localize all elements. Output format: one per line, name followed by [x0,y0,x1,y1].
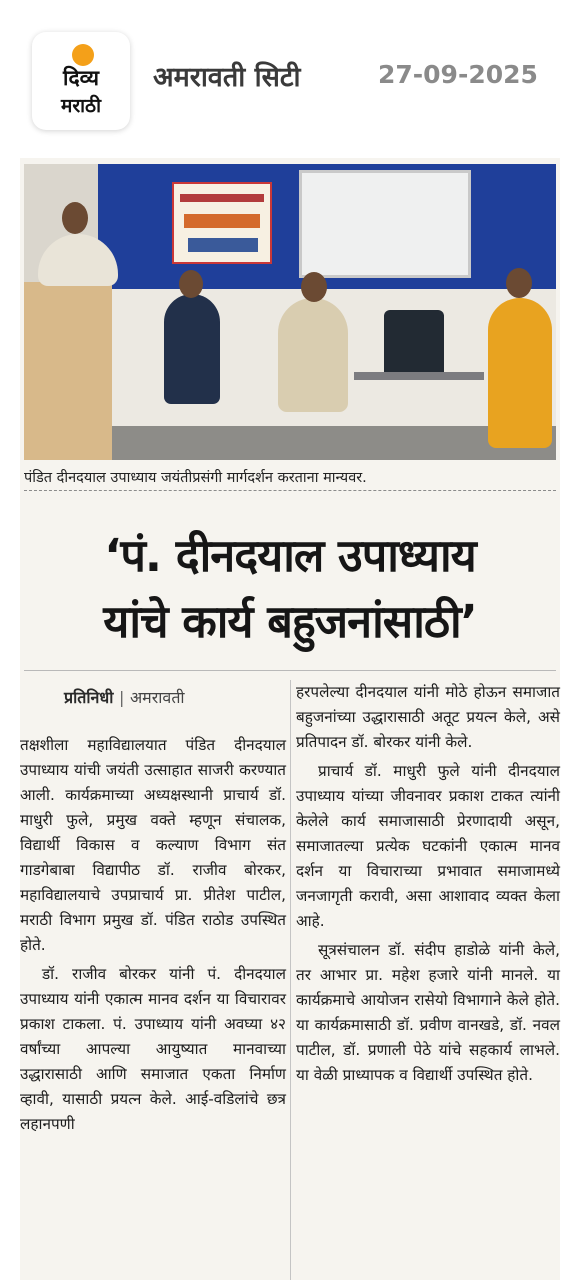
photo-guest-3 [488,298,552,448]
caption-divider [24,490,556,491]
event-photo[interactable] [24,164,556,460]
logo-line2: मराठी [60,95,101,117]
article-paragraph: प्राचार्य डॉ. माधुरी फुले यांनी दीनदयाल उपाध्याय यांच्या जीवनावर प्रकाश टाकत त्यांनी केलेले कार्य समाजासाठी प्रेरणादायी असून, समाजातल्या प्रत्येक घटकांनी एकात्म मानव दर्शन या विचाराच्या प्रभावात समाजामध्ये जनजागृती करावी, असा आशावाद व्यक्त केला आहे. [296,762,560,930]
photo-chair [384,310,444,380]
article-paragraph: सूत्रसंचालन डॉ. संदीप हाडोळे यांनी केले, तर आभार प्रा. महेश हजारे यांनी मानले. या कार्यक्रमाचे आयोजन रासेयो विभागाने केले होते. या कार्यक्रमासाठी डॉ. प्रवीण वानखडे, डॉ. नवल पाटील, डॉ. प्रणाली पेठे यांचे सहकार्य लाभले. या वेळी प्राध्यापक व विद्यार्थी उपस्थित होते. [296,941,560,1084]
article-paragraph: तक्षशीला महाविद्यालयात पंडित दीनदयाल उपाध्याय यांची जयंती उत्साहात साजरी करण्यात आली. कार्यक्रमाच्या अध्यक्षस्थानी प्राचार्य डॉ. माधुरी फुले, प्रमुख वक्ते म्हणून संचालक, विद्यार्थी विकास व कल्याण विभाग संत गाडगेबाबा विद्यापीठ डॉ. राजीव बोरकर, महाविद्यालयाचे उपप्राचार्य प्रा. प्रीतेश पाटील, मराठी विभाग प्रमुख डॉ. पंडित राठोड उपस्थित होते. [20,736,286,954]
headline-line1: ‘पं. दीनदयाल उपाध्याय [104,529,476,582]
edition-date: 27-09-2025 [378,60,538,89]
article-column-right [296,680,560,1092]
photo-guest-2 [278,298,348,412]
article-paragraph: डॉ. राजीव बोरकर यांनी पं. दीनदयाल उपाध्याय यांनी एकात्म मानव दर्शन या विचारावर प्रकाश टाकला. पं. उपाध्याय यांनी अवघ्या ४२ वर्षांच्या आपल्या आयुष्यात मानवाच्या उद्धारासाठी आणि समाजात एकता निर्माण व्हावी, यासाठी प्रयत्न केले. आई-वडिलांचे छत्र लहानपणी [20,965,286,1133]
sun-dot-icon [72,44,94,66]
logo-line1: दिव्य [63,66,99,90]
byline-location: अमरावती [129,688,185,707]
column-divider [290,680,291,1280]
byline [64,686,185,708]
divya-marathi-logo[interactable] [32,32,130,130]
photo-projector-screen [299,170,471,278]
byline-separator: | [118,688,125,707]
article-column-left [20,733,286,1141]
headline-divider [24,670,556,671]
app-header [0,0,573,150]
news-clipping [20,158,560,1280]
photo-guest-1 [164,294,220,404]
byline-author: प्रतिनिधी [64,688,114,707]
article-paragraph: हरपलेल्या दीनदयाल यांनी मोठे होऊन समाजात बहुजनांच्या उद्धारासाठी अतूट प्रयत्न केले, असे प्रतिपादन डॉ. बोरकर यांनी केले. [296,683,560,751]
photo-podium [24,282,112,460]
photo-table [354,372,484,380]
photo-caption: पंडित दीनदयाल उपाध्याय जयंतीप्रसंगी मार्गदर्शन करताना मान्यवर. [24,470,367,486]
photo-banner [172,182,272,264]
edition-title: अमरावती सिटी [153,62,301,93]
headline-line2: यांचे कार्य बहुजनांसाठी’ [103,595,477,648]
